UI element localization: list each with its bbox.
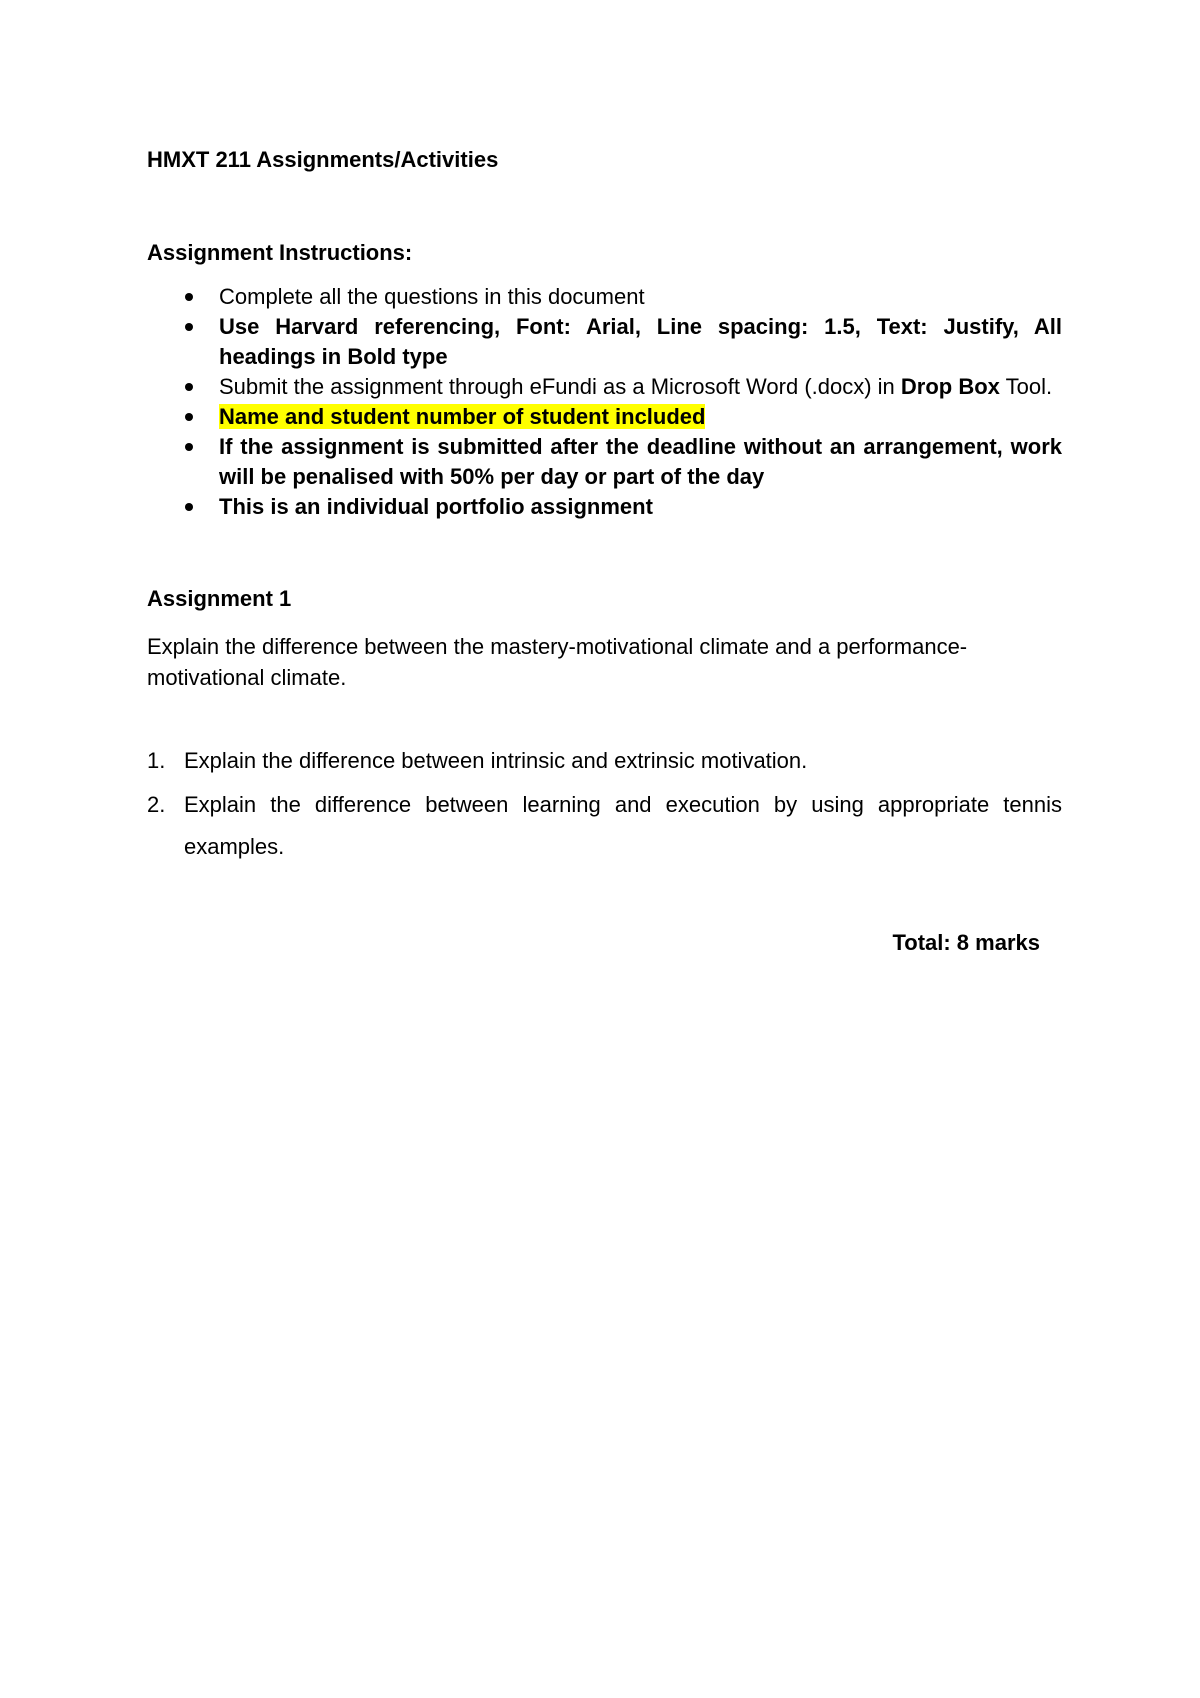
bullet-icon <box>185 293 193 301</box>
total-marks: Total: 8 marks <box>892 930 1040 955</box>
list-item <box>147 372 1062 402</box>
question-item <box>147 746 1062 776</box>
instruction-text: Submit the assignment through eFundi as a Microsoft Word (.docx) in <box>219 374 901 399</box>
highlighted-instruction: Name and student number of student included <box>219 404 706 429</box>
document-body <box>147 145 1062 980</box>
instruction-text: Use Harvard referencing, Font: Arial, Line spacing: 1.5, Text: Justify, All headings in Bold type <box>219 314 1062 369</box>
instructions-heading: Assignment Instructions: <box>147 240 413 265</box>
list-item <box>147 492 1062 522</box>
list-item <box>147 282 1062 312</box>
list-item <box>147 312 1062 372</box>
question-number: 2. <box>147 792 166 817</box>
bullet-icon <box>185 413 193 421</box>
question-text: Explain the difference between learning and execution by using appropriate tennis examples. <box>184 792 1062 859</box>
question-number: 1. <box>147 748 166 773</box>
document-title: HMXT 211 Assignments/Activities <box>147 147 499 172</box>
instruction-text: Complete all the questions in this document <box>219 284 645 309</box>
bullet-icon <box>185 443 193 451</box>
assignment-intro: Explain the difference between the mastery-motivational climate and a performance-motivational climate. <box>147 634 968 690</box>
instruction-text: This is an individual portfolio assignment <box>219 494 653 519</box>
instruction-text: If the assignment is submitted after the deadline without an arrangement, work will be penalised with 50% per day or part of the day <box>219 434 1062 489</box>
bullet-icon <box>185 323 193 331</box>
bullet-icon <box>185 503 193 511</box>
instruction-text: Tool. <box>999 374 1053 399</box>
assignment-heading: Assignment 1 <box>147 586 292 611</box>
list-item <box>147 432 1062 492</box>
question-text: Explain the difference between intrinsic and extrinsic motivation. <box>184 748 808 773</box>
bullet-icon <box>185 383 193 391</box>
question-item <box>147 784 1062 868</box>
list-item <box>147 402 1062 432</box>
instructions-list <box>147 282 1062 522</box>
instruction-bold-text: Drop Box <box>900 374 1000 399</box>
questions-list <box>147 746 1062 868</box>
